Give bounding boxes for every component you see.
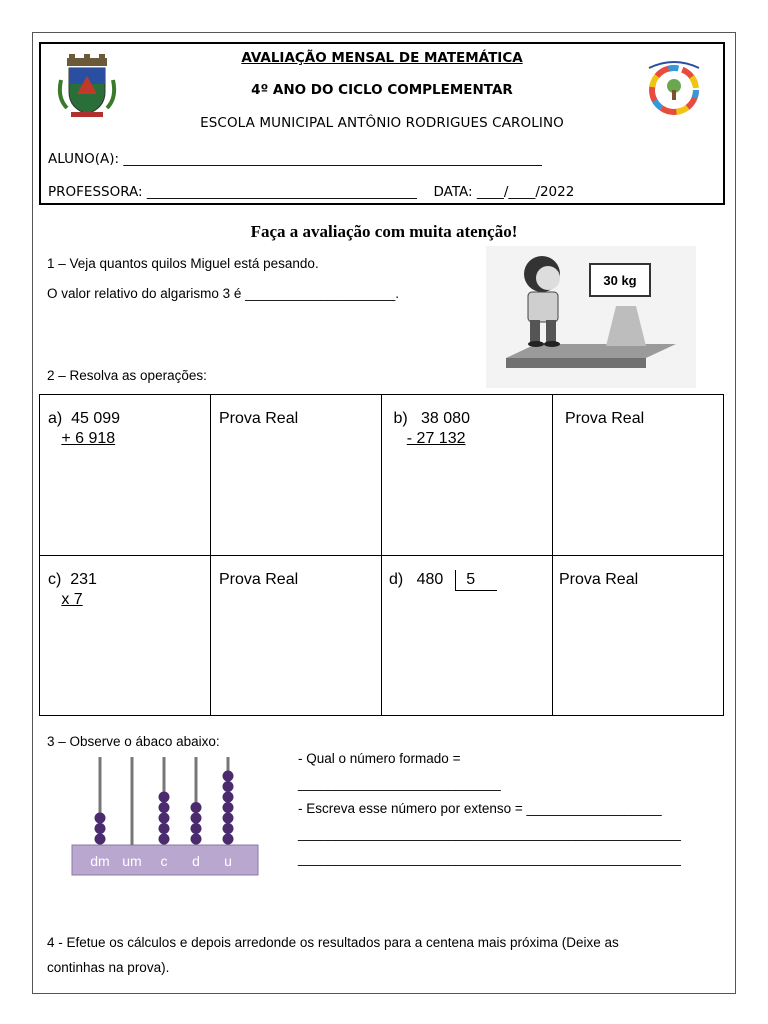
abacus-bead xyxy=(223,771,234,782)
op-b-line2: - 27 132 xyxy=(406,430,466,447)
op-c-line2: x 7 xyxy=(61,590,83,608)
abacus-label-um: um xyxy=(122,853,142,869)
prova-real-a-label: Prova Real xyxy=(219,410,299,427)
abacus-bead xyxy=(191,813,202,824)
header-box xyxy=(39,42,725,205)
boy-on-scale-illustration xyxy=(486,246,696,388)
abacus-label-d: d xyxy=(192,853,200,869)
division-bracket xyxy=(455,570,497,591)
scale-weight-label: 30 kg xyxy=(603,273,637,288)
op-a-label: a) xyxy=(48,410,63,427)
q1-line2: O valor relativo do algarismo 3 é ____________________. xyxy=(47,286,400,301)
abacus-bead xyxy=(223,813,234,824)
q3-question1: - Qual o número formado = xyxy=(298,751,461,766)
q4-line1: 4 - Efetue os cálculos e depois arredonde os resultados para a centena mais próxima (Deixe as xyxy=(47,935,619,950)
q3-blank2[interactable]: ___________________________________________________ xyxy=(298,826,681,841)
abacus-bead xyxy=(223,792,234,803)
aluno-field[interactable] xyxy=(48,151,542,167)
abacus-label-u: u xyxy=(224,853,232,869)
abacus-bead xyxy=(223,823,234,834)
prova-real-c-label: Prova Real xyxy=(219,570,299,588)
exam-title: AVALIAÇÃO MENSAL DE MATEMÁTICA xyxy=(241,50,523,66)
prova-real-d-label: Prova Real xyxy=(559,570,639,588)
op-d-dividend: 480 xyxy=(416,570,444,588)
op-c-line1: 231 xyxy=(70,570,97,588)
abacus-bead xyxy=(159,802,170,813)
professora-field[interactable] xyxy=(48,184,574,200)
abacus-bead xyxy=(191,834,202,845)
op-a-line2: + 6 918 xyxy=(61,430,116,447)
op-c-label: c) xyxy=(48,570,62,588)
op-a-line1: 45 099 xyxy=(71,410,121,427)
op-d-label: d) xyxy=(389,570,404,588)
q2-heading: 2 – Resolva as operações: xyxy=(47,368,207,383)
op-d-cell[interactable] xyxy=(382,555,553,716)
op-b-label: b) xyxy=(393,410,408,427)
school-logo-icon xyxy=(641,58,707,120)
instruction-heading: Faça a avaliação com muita atenção! xyxy=(250,222,518,241)
abacus-bead xyxy=(95,813,106,824)
abacus-bead xyxy=(191,802,202,813)
data-label: DATA: xyxy=(433,184,473,200)
abacus-bead xyxy=(223,802,234,813)
abacus-bead xyxy=(95,823,106,834)
abacus-bead xyxy=(191,823,202,834)
q3-heading: 3 – Observe o ábaco abaixo: xyxy=(47,734,220,749)
q3-blank1[interactable]: ___________________________ xyxy=(298,776,501,791)
op-a-cell[interactable] xyxy=(40,395,211,556)
abacus-bead xyxy=(159,813,170,824)
op-d-divisor: 5 xyxy=(466,570,476,588)
q3-blank3[interactable]: ___________________________________________________ xyxy=(298,851,681,866)
prova-real-b-label: Prova Real xyxy=(565,410,645,427)
abacus-bead xyxy=(159,792,170,803)
q1-line1: 1 – Veja quantos quilos Miguel está pesando. xyxy=(47,256,319,271)
abacus-illustration xyxy=(70,755,260,877)
prova-real-a-cell[interactable] xyxy=(211,395,382,556)
professora-blank[interactable]: ________________________________________ xyxy=(146,184,417,200)
data-blank[interactable]: ____/____/2022 xyxy=(476,184,575,200)
q4-line2: continhas na prova). xyxy=(47,960,170,975)
op-b-line1: 38 080 xyxy=(421,410,470,427)
professora-label: PROFESSORA: xyxy=(48,184,143,200)
op-c-cell[interactable] xyxy=(40,555,211,716)
aluno-blank[interactable]: ______________________________________________________________ xyxy=(123,151,542,167)
prova-real-d-cell[interactable] xyxy=(553,555,724,716)
abacus-bead xyxy=(159,823,170,834)
abacus-bead xyxy=(95,834,106,845)
q3-question2: - Escreva esse número por extenso = __________________ xyxy=(298,801,662,816)
abacus-bead xyxy=(223,781,234,792)
aluno-label: ALUNO(A): xyxy=(48,151,120,167)
school-name: ESCOLA MUNICIPAL ANTÔNIO RODRIGUES CAROLINO xyxy=(200,115,564,131)
abacus-label-dm: dm xyxy=(90,853,110,869)
abacus-label-c: c xyxy=(160,853,168,869)
prova-real-b-cell[interactable] xyxy=(553,395,724,556)
op-b-cell[interactable] xyxy=(382,395,553,556)
prova-real-c-cell[interactable] xyxy=(211,555,382,716)
abacus-bead xyxy=(159,834,170,845)
operations-table xyxy=(39,394,724,716)
abacus-bead xyxy=(223,834,234,845)
exam-subtitle: 4º ANO DO CICLO COMPLEMENTAR xyxy=(251,82,513,98)
